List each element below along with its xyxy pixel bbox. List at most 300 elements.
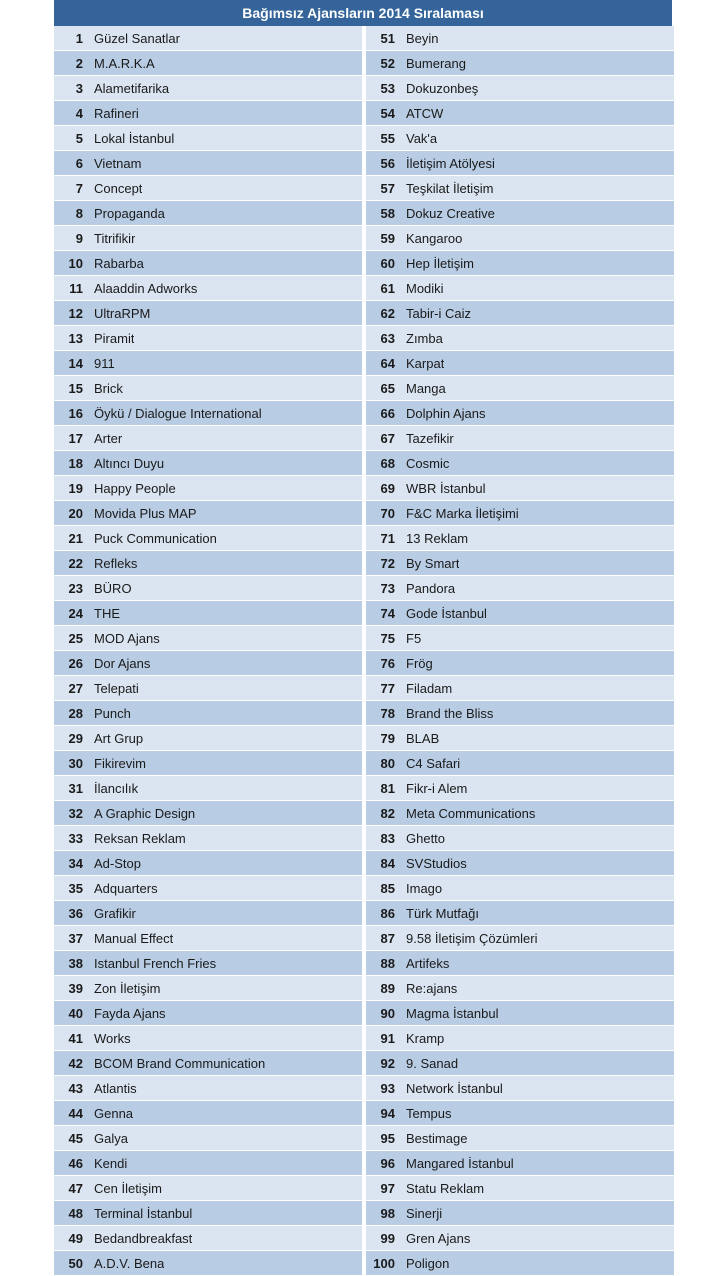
rank-number: 16 bbox=[68, 405, 83, 421]
table-row bbox=[366, 626, 674, 651]
table-row bbox=[366, 551, 674, 576]
agency-name: Dokuzonbeş bbox=[406, 80, 479, 96]
table-row bbox=[54, 926, 362, 951]
rank-number: 94 bbox=[380, 1105, 395, 1121]
table-row bbox=[366, 401, 674, 426]
rank-number: 27 bbox=[68, 680, 83, 696]
table-row bbox=[366, 1176, 674, 1201]
table-row bbox=[366, 1126, 674, 1151]
agency-name: Brick bbox=[94, 380, 123, 396]
rank-number: 39 bbox=[68, 980, 83, 996]
agency-name: Vak'a bbox=[406, 130, 438, 146]
agency-name: İlancılık bbox=[94, 780, 139, 796]
rank-number: 20 bbox=[68, 505, 83, 521]
rank-number: 45 bbox=[68, 1130, 83, 1146]
agency-name: Fikr-i Alem bbox=[406, 780, 468, 796]
table-row bbox=[366, 1226, 674, 1251]
agency-name: Istanbul French Fries bbox=[94, 955, 217, 971]
table-row bbox=[366, 526, 674, 551]
table-row bbox=[54, 726, 362, 751]
table-row bbox=[366, 76, 674, 101]
rank-number: 38 bbox=[68, 955, 83, 971]
agency-name: Happy People bbox=[94, 480, 176, 496]
rank-number: 22 bbox=[68, 555, 83, 571]
rank-number: 3 bbox=[75, 80, 83, 96]
agency-name: By Smart bbox=[406, 555, 460, 571]
table-row bbox=[366, 1026, 674, 1051]
rank-number: 51 bbox=[380, 30, 395, 46]
table-row bbox=[366, 126, 674, 151]
rank-number: 92 bbox=[380, 1055, 395, 1071]
agency-name: Manga bbox=[406, 380, 446, 396]
agency-name: Manual Effect bbox=[94, 930, 174, 946]
agency-name: Ghetto bbox=[406, 830, 446, 846]
rank-number: 60 bbox=[380, 255, 395, 271]
left-column bbox=[54, 26, 362, 1276]
table-row bbox=[54, 76, 362, 101]
table-row bbox=[366, 1251, 674, 1276]
rank-number: 44 bbox=[68, 1105, 83, 1121]
rank-number: 25 bbox=[68, 630, 83, 646]
table-row bbox=[54, 476, 362, 501]
agency-name: Lokal İstanbul bbox=[94, 130, 175, 146]
table-row bbox=[366, 251, 674, 276]
table-row bbox=[54, 1101, 362, 1126]
rank-number: 19 bbox=[68, 480, 83, 496]
table-row bbox=[54, 1201, 362, 1226]
table-row bbox=[54, 751, 362, 776]
table-row bbox=[54, 551, 362, 576]
agency-name: Güzel Sanatlar bbox=[94, 30, 180, 46]
table-row bbox=[366, 1151, 674, 1176]
table-title: Bağımsız Ajansların 2014 Sıralaması bbox=[54, 0, 672, 26]
table-row bbox=[54, 351, 362, 376]
agency-name: 13 Reklam bbox=[406, 530, 469, 546]
agency-name: BLAB bbox=[406, 730, 440, 746]
agency-name: Puck Communication bbox=[94, 530, 217, 546]
rank-number: 32 bbox=[68, 805, 83, 821]
table-row bbox=[366, 276, 674, 301]
rank-number: 12 bbox=[68, 305, 83, 321]
table-row bbox=[366, 326, 674, 351]
table-row bbox=[366, 851, 674, 876]
table-row bbox=[54, 26, 362, 51]
agency-name: Genna bbox=[94, 1105, 134, 1121]
agency-name: Brand the Bliss bbox=[406, 705, 494, 721]
table-row bbox=[366, 576, 674, 601]
rank-number: 65 bbox=[380, 380, 395, 396]
rank-number: 31 bbox=[68, 780, 83, 796]
rank-number: 95 bbox=[380, 1130, 395, 1146]
table-row bbox=[366, 1076, 674, 1101]
table-body bbox=[54, 26, 672, 1276]
table-row bbox=[366, 1051, 674, 1076]
table-row bbox=[54, 876, 362, 901]
rank-number: 67 bbox=[380, 430, 395, 446]
table-row bbox=[366, 951, 674, 976]
table-row bbox=[54, 1051, 362, 1076]
rank-number: 11 bbox=[69, 280, 83, 296]
table-row bbox=[54, 401, 362, 426]
agency-name: 9.58 İletişim Çözümleri bbox=[406, 930, 538, 946]
agency-name: Karpat bbox=[406, 355, 445, 371]
rank-number: 21 bbox=[68, 530, 83, 546]
rank-number: 41 bbox=[68, 1030, 83, 1046]
rank-number: 79 bbox=[380, 730, 395, 746]
ranking-table bbox=[54, 0, 672, 1276]
table-row bbox=[366, 876, 674, 901]
table-row bbox=[54, 151, 362, 176]
table-row bbox=[54, 1226, 362, 1251]
rank-number: 8 bbox=[75, 205, 83, 221]
rank-number: 87 bbox=[380, 930, 395, 946]
agency-name: Piramit bbox=[94, 330, 135, 346]
agency-name: Arter bbox=[94, 430, 123, 446]
table-row bbox=[366, 801, 674, 826]
agency-name: Atlantis bbox=[94, 1080, 137, 1096]
rank-number: 4 bbox=[75, 105, 83, 121]
rank-number: 69 bbox=[380, 480, 395, 496]
agency-name: Telepati bbox=[94, 680, 139, 696]
rank-number: 62 bbox=[380, 305, 395, 321]
agency-name: Grafikir bbox=[94, 905, 136, 921]
table-row bbox=[54, 1126, 362, 1151]
agency-name: Kramp bbox=[406, 1030, 445, 1046]
agency-name: Altıncı Duyu bbox=[94, 455, 165, 471]
rank-number: 86 bbox=[380, 905, 395, 921]
table-row bbox=[54, 326, 362, 351]
rank-number: 50 bbox=[68, 1255, 83, 1271]
rank-number: 53 bbox=[380, 80, 395, 96]
table-row bbox=[366, 501, 674, 526]
agency-name: Ad-Stop bbox=[94, 855, 141, 871]
agency-name: Tazefikir bbox=[406, 430, 454, 446]
rank-number: 43 bbox=[68, 1080, 83, 1096]
table-row bbox=[366, 176, 674, 201]
table-row bbox=[54, 201, 362, 226]
rank-number: 54 bbox=[380, 105, 395, 121]
table-row bbox=[54, 126, 362, 151]
table-row bbox=[366, 151, 674, 176]
agency-name: Galya bbox=[94, 1130, 128, 1146]
table-row bbox=[366, 676, 674, 701]
table-row bbox=[366, 301, 674, 326]
agency-name: Filadam bbox=[406, 680, 453, 696]
agency-name: BÜRO bbox=[94, 580, 132, 596]
agency-name: Zon İletişim bbox=[94, 980, 161, 996]
agency-name: Movida Plus MAP bbox=[94, 505, 197, 521]
agency-name: Teşkilat İletişim bbox=[406, 180, 494, 196]
agency-name: Concept bbox=[94, 180, 143, 196]
agency-name: A Graphic Design bbox=[94, 805, 196, 821]
agency-name: Statu Reklam bbox=[406, 1180, 485, 1196]
rank-number: 35 bbox=[68, 880, 83, 896]
agency-name: Titrifikir bbox=[94, 230, 136, 246]
rank-number: 10 bbox=[68, 255, 83, 271]
agency-name: Öykü / Dialogue International bbox=[94, 405, 262, 421]
table-row bbox=[366, 751, 674, 776]
agency-name: Gren Ajans bbox=[406, 1230, 471, 1246]
agency-name: Tabir-i Caiz bbox=[406, 305, 472, 321]
table-row bbox=[54, 801, 362, 826]
rank-number: 75 bbox=[380, 630, 395, 646]
table-row bbox=[54, 676, 362, 701]
agency-name: Works bbox=[94, 1030, 131, 1046]
table-row bbox=[54, 426, 362, 451]
agency-name: SVStudios bbox=[406, 855, 467, 871]
rank-number: 74 bbox=[380, 605, 395, 621]
rank-number: 29 bbox=[68, 730, 83, 746]
rank-number: 49 bbox=[68, 1230, 83, 1246]
agency-name: Bumerang bbox=[406, 55, 466, 71]
rank-number: 7 bbox=[75, 180, 83, 196]
agency-name: Mangared İstanbul bbox=[406, 1155, 514, 1171]
table-row bbox=[366, 926, 674, 951]
agency-name: MOD Ajans bbox=[94, 630, 160, 646]
agency-name: Beyin bbox=[406, 30, 439, 46]
agency-name: Kangaroo bbox=[406, 230, 463, 246]
rank-number: 26 bbox=[68, 655, 83, 671]
table-row bbox=[54, 626, 362, 651]
rank-number: 82 bbox=[380, 805, 395, 821]
table-row bbox=[54, 301, 362, 326]
table-row bbox=[54, 51, 362, 76]
rank-number: 81 bbox=[380, 780, 395, 796]
table-row bbox=[366, 376, 674, 401]
agency-name: Hep İletişim bbox=[406, 255, 474, 271]
rank-number: 9 bbox=[75, 230, 83, 246]
rank-number: 57 bbox=[380, 180, 395, 196]
rank-number: 72 bbox=[380, 555, 395, 571]
agency-name: Rabarba bbox=[94, 255, 144, 271]
table-row bbox=[54, 226, 362, 251]
rank-number: 97 bbox=[380, 1180, 395, 1196]
table-row bbox=[54, 651, 362, 676]
rank-number: 37 bbox=[68, 930, 83, 946]
agency-name: F&C Marka İletişimi bbox=[406, 505, 519, 521]
rank-number: 84 bbox=[380, 855, 395, 871]
rank-number: 77 bbox=[380, 680, 395, 696]
table-row bbox=[54, 1026, 362, 1051]
table-row bbox=[366, 26, 674, 51]
agency-name: Dor Ajans bbox=[94, 655, 151, 671]
table-row bbox=[54, 576, 362, 601]
agency-name: C4 Safari bbox=[406, 755, 461, 771]
rank-number: 17 bbox=[68, 430, 83, 446]
table-row bbox=[54, 701, 362, 726]
rank-number: 23 bbox=[68, 580, 83, 596]
rank-number: 71 bbox=[380, 530, 395, 546]
rank-number: 47 bbox=[68, 1180, 83, 1196]
rank-number: 30 bbox=[68, 755, 83, 771]
agency-name: THE bbox=[94, 605, 120, 621]
rank-number: 48 bbox=[68, 1205, 83, 1221]
table-row bbox=[54, 1176, 362, 1201]
agency-name: Modiki bbox=[406, 280, 444, 296]
rank-number: 64 bbox=[380, 355, 395, 371]
agency-name: Bestimage bbox=[406, 1130, 468, 1146]
agency-name: Zımba bbox=[406, 330, 443, 346]
table-row bbox=[54, 526, 362, 551]
rank-number: 55 bbox=[380, 130, 395, 146]
agency-name: ATCW bbox=[406, 105, 444, 121]
rank-number: 61 bbox=[380, 280, 395, 296]
rank-number: 85 bbox=[380, 880, 395, 896]
agency-name: Frög bbox=[406, 655, 433, 671]
rank-number: 28 bbox=[68, 705, 83, 721]
rank-number: 24 bbox=[68, 605, 83, 621]
table-row bbox=[366, 776, 674, 801]
agency-name: Adquarters bbox=[94, 880, 158, 896]
table-row bbox=[366, 1201, 674, 1226]
rank-number: 66 bbox=[380, 405, 395, 421]
table-row bbox=[54, 976, 362, 1001]
agency-name: Türk Mutfağı bbox=[406, 905, 479, 921]
rank-number: 15 bbox=[68, 380, 83, 396]
rank-number: 76 bbox=[380, 655, 395, 671]
rank-number: 33 bbox=[68, 830, 83, 846]
agency-name: Poligon bbox=[406, 1255, 450, 1271]
agency-name: Network İstanbul bbox=[406, 1080, 503, 1096]
agency-name: Dokuz Creative bbox=[406, 205, 495, 221]
table-row bbox=[366, 726, 674, 751]
rank-number: 13 bbox=[68, 330, 83, 346]
agency-name: Alaaddin Adworks bbox=[94, 280, 198, 296]
rank-number: 89 bbox=[380, 980, 395, 996]
rank-number: 96 bbox=[380, 1155, 395, 1171]
agency-name: Artifeks bbox=[406, 955, 450, 971]
table-row bbox=[54, 901, 362, 926]
table-row bbox=[54, 276, 362, 301]
agency-name: Tempus bbox=[406, 1105, 452, 1121]
agency-name: A.D.V. Bena bbox=[94, 1255, 165, 1271]
agency-name: Pandora bbox=[406, 580, 456, 596]
rank-number: 52 bbox=[380, 55, 395, 71]
agency-name: Re:ajans bbox=[406, 980, 458, 996]
table-row bbox=[366, 51, 674, 76]
rank-number: 78 bbox=[380, 705, 395, 721]
table-row bbox=[54, 501, 362, 526]
rank-number: 5 bbox=[75, 130, 83, 146]
rank-number: 90 bbox=[380, 1005, 395, 1021]
table-row bbox=[54, 851, 362, 876]
table-row bbox=[366, 701, 674, 726]
agency-name: Rafineri bbox=[94, 105, 139, 121]
table-row bbox=[366, 226, 674, 251]
rank-number: 70 bbox=[380, 505, 395, 521]
rank-number: 46 bbox=[68, 1155, 83, 1171]
rank-number: 1 bbox=[75, 30, 83, 46]
right-column bbox=[366, 26, 674, 1276]
agency-name: Meta Communications bbox=[406, 805, 536, 821]
table-row bbox=[366, 1001, 674, 1026]
agency-name: Sinerji bbox=[406, 1205, 443, 1221]
table-row bbox=[54, 376, 362, 401]
table-row bbox=[54, 776, 362, 801]
agency-name: Reksan Reklam bbox=[94, 830, 186, 846]
rank-number: 59 bbox=[380, 230, 395, 246]
rank-number: 100 bbox=[373, 1255, 395, 1271]
agency-name: Alametifarika bbox=[94, 80, 170, 96]
agency-name: 9. Sanad bbox=[406, 1055, 459, 1071]
rank-number: 93 bbox=[380, 1080, 395, 1096]
table-row bbox=[54, 601, 362, 626]
agency-name: İletişim Atölyesi bbox=[406, 155, 495, 171]
agency-name: Propaganda bbox=[94, 205, 165, 221]
table-row bbox=[366, 976, 674, 1001]
rank-number: 68 bbox=[380, 455, 395, 471]
rank-number: 83 bbox=[380, 830, 395, 846]
agency-name: Cen İletişim bbox=[94, 1180, 162, 1196]
agency-name: WBR İstanbul bbox=[406, 480, 486, 496]
agency-name: M.A.R.K.A bbox=[94, 55, 155, 71]
rank-number: 40 bbox=[68, 1005, 83, 1021]
table-row bbox=[366, 201, 674, 226]
table-row bbox=[54, 1151, 362, 1176]
agency-name: Fikirevim bbox=[94, 755, 146, 771]
rank-number: 42 bbox=[68, 1055, 83, 1071]
rank-number: 18 bbox=[68, 455, 83, 471]
rank-number: 36 bbox=[68, 905, 83, 921]
agency-name: Fayda Ajans bbox=[94, 1005, 166, 1021]
agency-name: Dolphin Ajans bbox=[406, 405, 486, 421]
rank-number: 2 bbox=[75, 55, 83, 71]
table-row bbox=[54, 826, 362, 851]
table-row bbox=[54, 251, 362, 276]
agency-name: Kendi bbox=[94, 1155, 128, 1171]
table-row bbox=[366, 1101, 674, 1126]
agency-name: Cosmic bbox=[406, 455, 450, 471]
agency-name: Gode İstanbul bbox=[406, 605, 487, 621]
agency-name: Terminal İstanbul bbox=[94, 1205, 193, 1221]
table-row bbox=[54, 176, 362, 201]
agency-name: F5 bbox=[406, 630, 422, 646]
table-row bbox=[54, 451, 362, 476]
rank-number: 34 bbox=[68, 855, 83, 871]
rank-number: 99 bbox=[380, 1230, 395, 1246]
rank-number: 63 bbox=[380, 330, 395, 346]
agency-name: Bedandbreakfast bbox=[94, 1230, 193, 1246]
table-row bbox=[366, 601, 674, 626]
rank-number: 6 bbox=[75, 155, 83, 171]
agency-name: Magma İstanbul bbox=[406, 1005, 499, 1021]
table-row bbox=[366, 426, 674, 451]
agency-name: Refleks bbox=[94, 555, 138, 571]
table-row bbox=[54, 1001, 362, 1026]
agency-name: UltraRPM bbox=[94, 305, 151, 321]
rank-number: 80 bbox=[380, 755, 395, 771]
table-row bbox=[54, 1076, 362, 1101]
rank-number: 56 bbox=[380, 155, 395, 171]
table-row bbox=[366, 351, 674, 376]
rank-number: 14 bbox=[68, 355, 83, 371]
rank-number: 98 bbox=[380, 1205, 395, 1221]
rank-number: 88 bbox=[380, 955, 395, 971]
table-row bbox=[366, 901, 674, 926]
table-row bbox=[366, 476, 674, 501]
agency-name: Imago bbox=[406, 880, 443, 896]
agency-name: BCOM Brand Communication bbox=[94, 1055, 266, 1071]
rank-number: 73 bbox=[380, 580, 395, 596]
table-row bbox=[366, 101, 674, 126]
agency-name: Art Grup bbox=[94, 730, 144, 746]
agency-name: Punch bbox=[94, 705, 131, 721]
rank-number: 58 bbox=[380, 205, 395, 221]
agency-name: 911 bbox=[94, 355, 115, 371]
rank-number: 91 bbox=[380, 1030, 395, 1046]
table-row bbox=[54, 951, 362, 976]
table-row bbox=[366, 451, 674, 476]
